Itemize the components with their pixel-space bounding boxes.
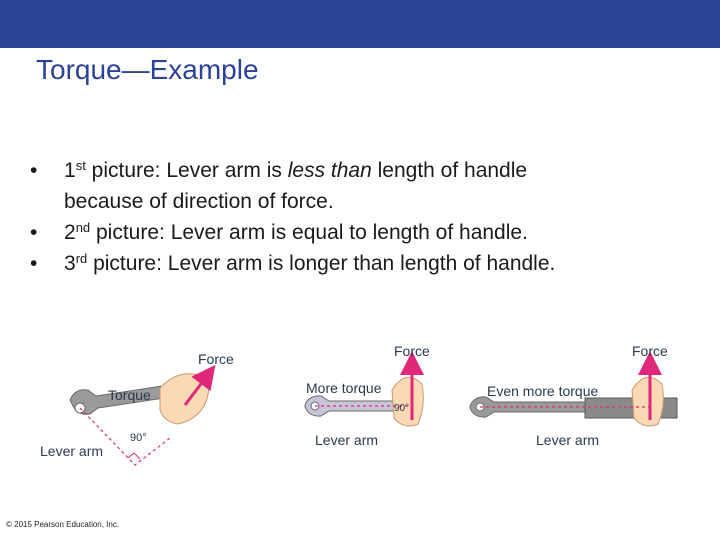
angle-label-2: 90°: [394, 403, 410, 414]
lever-arm-label-3: Lever arm: [536, 432, 600, 448]
slide-title: Torque—Example: [36, 54, 259, 85]
bullet-item: • 1st picture: Lever arm is less than length of handle because of direction of force.: [30, 155, 700, 217]
figure-1: [40, 351, 234, 465]
bullet-item: • 2nd picture: Lever arm is equal to length of handle.: [30, 217, 700, 248]
force-label-3: Force: [632, 343, 668, 359]
figure-3: [470, 343, 677, 448]
header-bar: [0, 0, 720, 48]
force-label-2: Force: [394, 343, 430, 359]
bullet-item: • 3rd picture: Lever arm is longer than length of handle.: [30, 248, 700, 279]
angle-label-1: 90°: [130, 432, 147, 444]
torque-figures: [0, 330, 720, 480]
bullet-list: [30, 155, 700, 279]
hand-2: [392, 377, 423, 426]
force-label-1: Force: [198, 351, 234, 367]
bullet-glyph: •: [30, 252, 38, 275]
copyright-notice: © 2015 Pearson Education, Inc.: [6, 520, 120, 529]
hand-3: [632, 377, 663, 426]
bullet-glyph: •: [30, 159, 38, 182]
torque-label-2: More torque: [306, 380, 382, 396]
torque-label-3: Even more torque: [487, 383, 599, 399]
lever-arm-label-1: Lever arm: [40, 443, 104, 459]
bullet-glyph: •: [30, 221, 38, 244]
figure-2: [305, 343, 430, 448]
lever-arm-label-2: Lever arm: [315, 432, 379, 448]
torque-label-1: Torque: [108, 387, 151, 403]
